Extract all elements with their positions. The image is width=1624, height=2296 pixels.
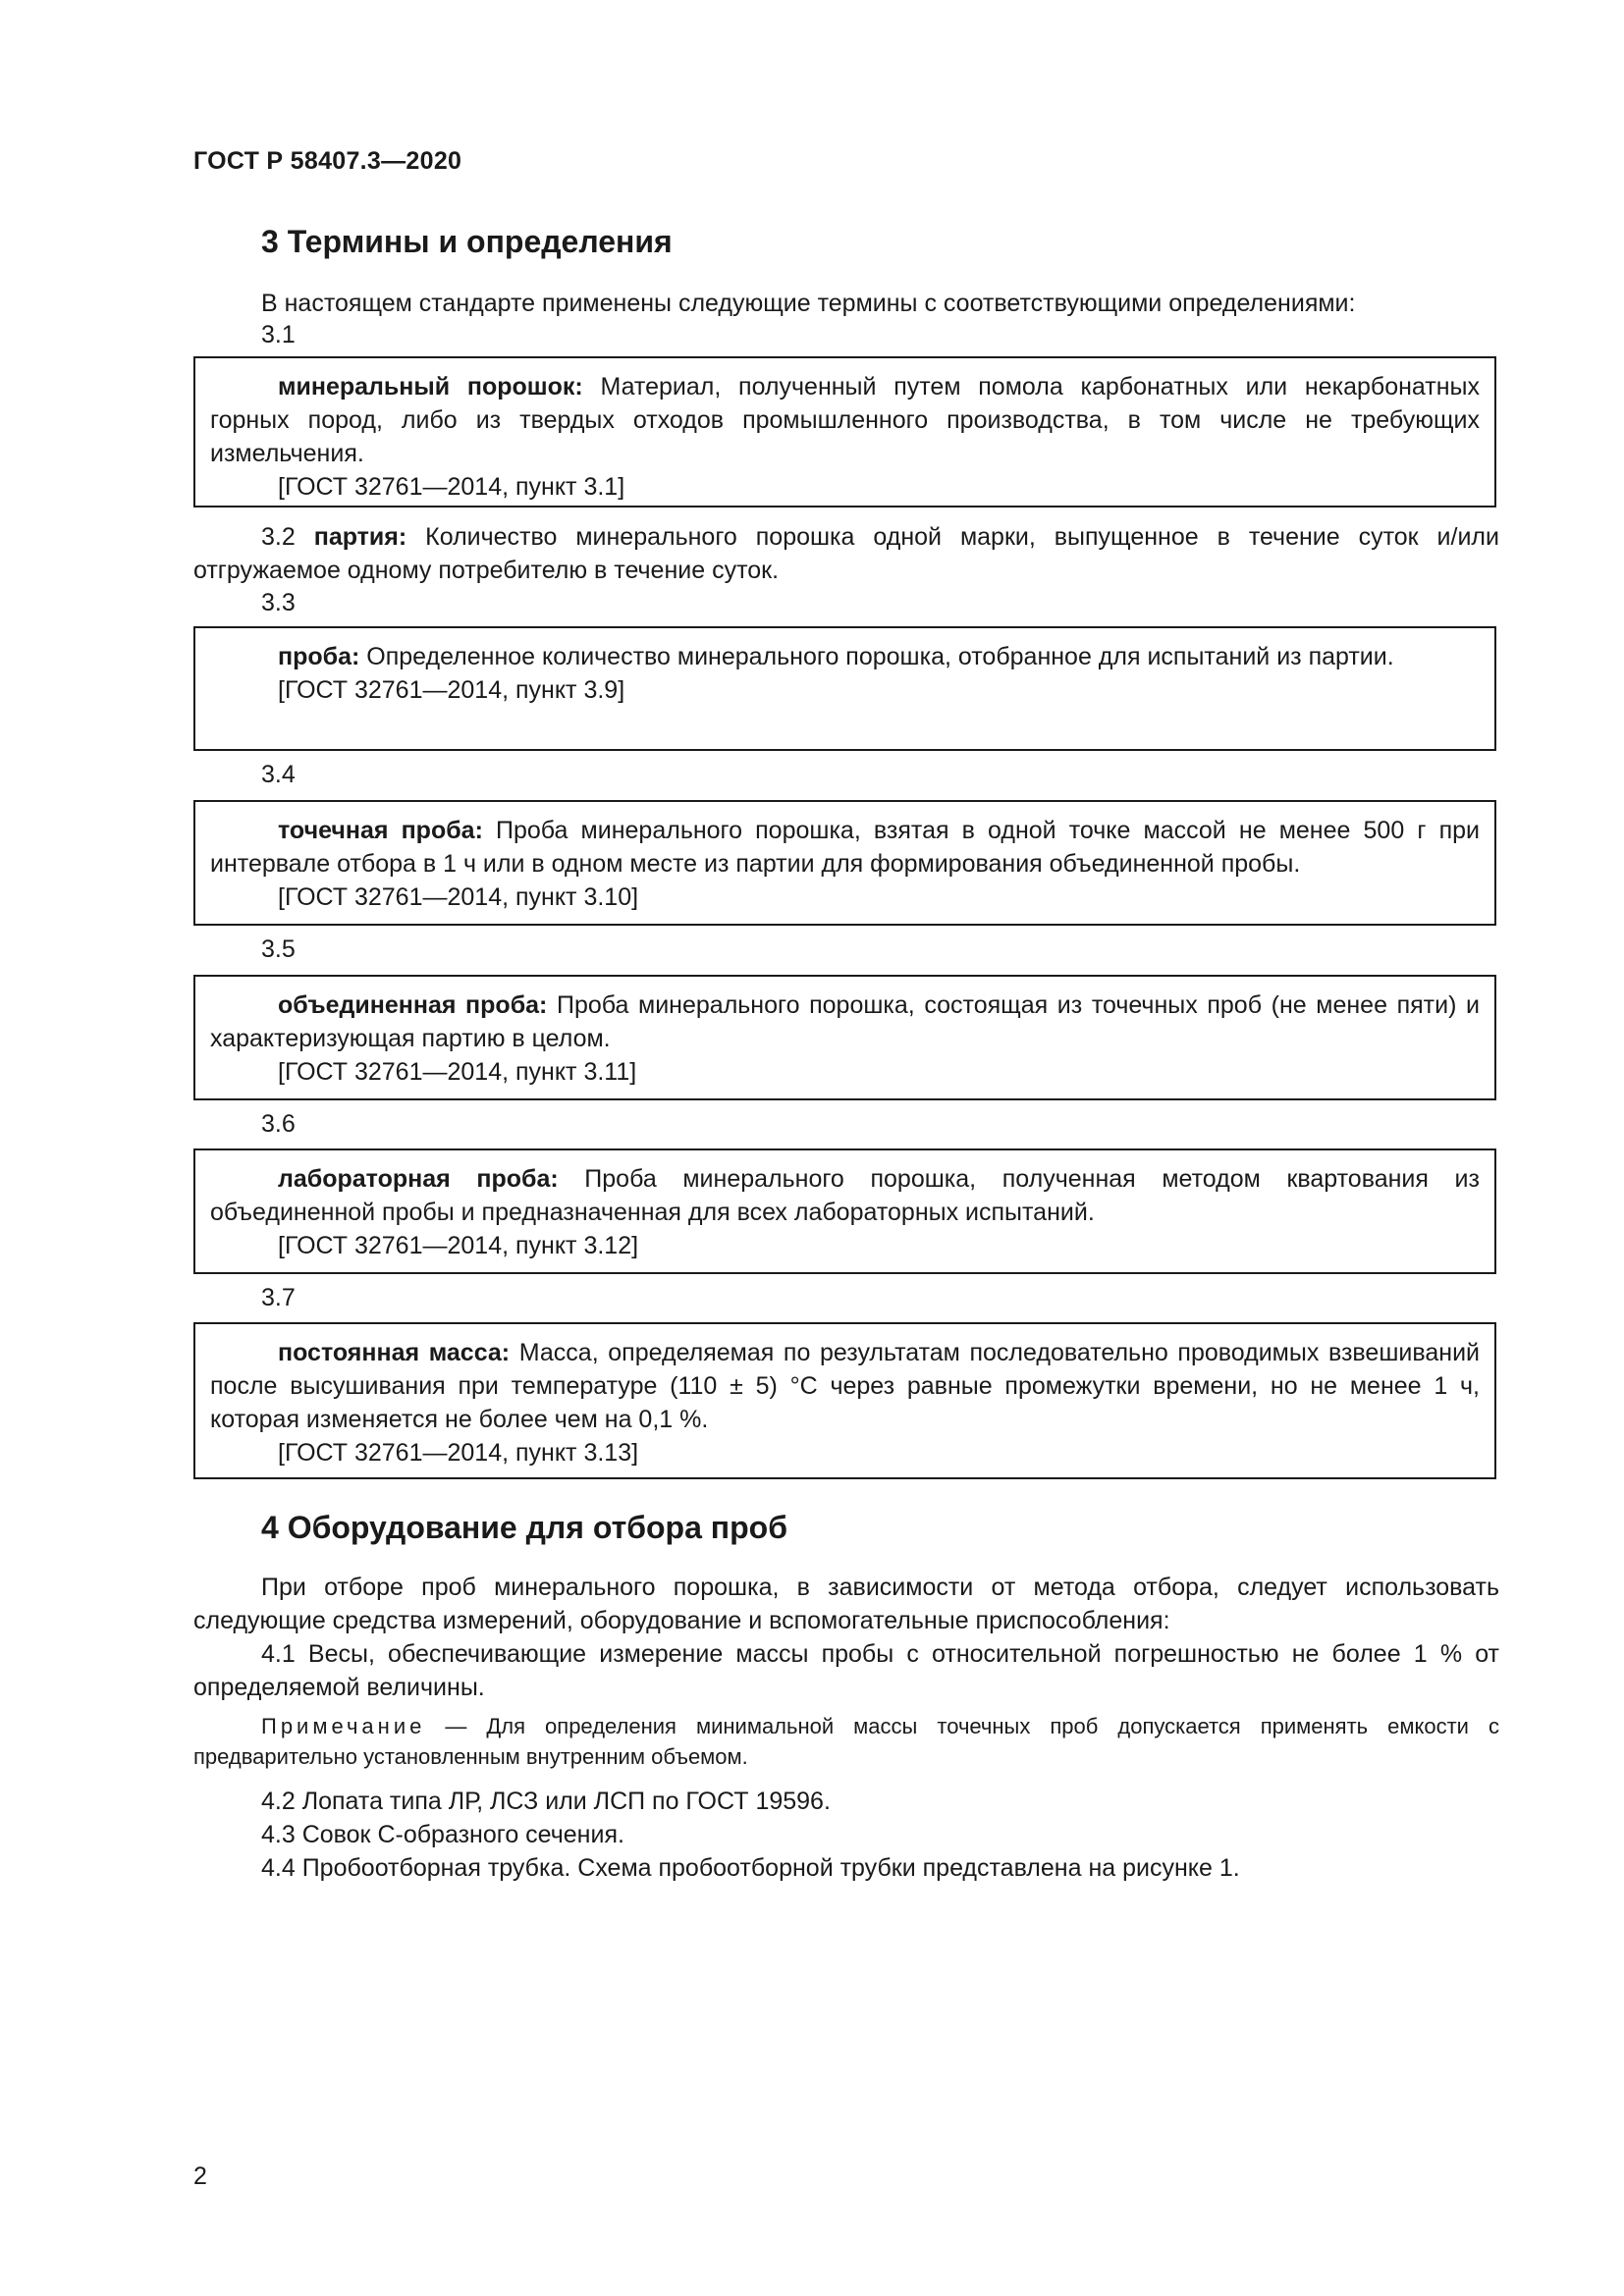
term-text: Проба минерального порошка, полученная методом квартования из объединенной пробы и предназначенная для всех лабораторных испытаний. xyxy=(210,1165,1480,1226)
section-4-title: 4 Оборудование для отбора проб xyxy=(261,1510,787,1545)
term-name: минеральный порошок: xyxy=(278,373,583,400)
note xyxy=(193,1711,1499,1772)
term-number: 3.2 xyxy=(261,523,296,551)
term-name: постоянная масса: xyxy=(278,1339,511,1366)
term-box-3-6 xyxy=(193,1148,1496,1274)
term-name: объединенная проба: xyxy=(278,991,548,1019)
term-source: [ГОСТ 32761—2014, пункт 3.9] xyxy=(278,676,625,704)
term-number: 3.3 xyxy=(261,589,296,616)
term-definition xyxy=(210,988,1480,1055)
term-number: 3.6 xyxy=(261,1110,296,1138)
document-code: ГОСТ Р 58407.3—2020 xyxy=(193,147,462,175)
term-definition xyxy=(210,640,1480,673)
note-label: Примечание xyxy=(261,1714,426,1738)
term-source: [ГОСТ 32761—2014, пункт 3.12] xyxy=(278,1232,639,1259)
term-text: Проба минерального порошка, состоящая из точечных проб (не менее пяти) и характеризующая партию в целом. xyxy=(210,991,1480,1052)
term-3-2 xyxy=(193,520,1499,587)
term-text: Материал, полученный путем помола карбонатных или некарбонатных горных пород, либо из твердых отходов промышленного производства, в том числе не требующих измельчения. xyxy=(210,373,1480,467)
term-box-3-1 xyxy=(193,356,1496,507)
term-definition xyxy=(210,1162,1480,1229)
term-text: Определенное количество минерального порошка, отобранное для испытаний из партии. xyxy=(359,643,1394,670)
term-name: проба: xyxy=(278,643,360,670)
item-4-4: 4.4 Пробоотборная трубка. Схема пробоотборной трубки представлена на рисунке 1. xyxy=(261,1854,1240,1882)
term-name: партия: xyxy=(313,523,407,551)
section-3-title: 3 Термины и определения xyxy=(261,224,673,259)
term-box-3-5 xyxy=(193,975,1496,1100)
section-3-intro: В настоящем стандарте применены следующие термины с соответствующими определениями: xyxy=(261,290,1356,317)
term-name: точечная проба: xyxy=(278,817,483,844)
term-definition xyxy=(210,814,1480,881)
term-source: [ГОСТ 32761—2014, пункт 3.1] xyxy=(278,473,625,501)
term-text: Проба минерального порошка, взятая в одной точке массой не менее 500 г при интервале отбора в 1 ч или в одном месте из партии для формирования объединенной пробы. xyxy=(210,817,1480,878)
item-4-3: 4.3 Совок С-образного сечения. xyxy=(261,1821,624,1848)
section-4-intro: При отборе проб минерального порошка, в зависимости от метода отбора, следует использовать следующие средства измерений, оборудование и вспомогательные приспособления: xyxy=(193,1574,1499,1634)
term-definition xyxy=(210,1336,1480,1436)
item-4-2: 4.2 Лопата типа ЛР, ЛСЗ или ЛСП по ГОСТ 19596. xyxy=(261,1788,831,1815)
term-number: 3.4 xyxy=(261,761,296,788)
term-number: 3.5 xyxy=(261,935,296,963)
term-number: 3.7 xyxy=(261,1284,296,1311)
note-text: — Для определения минимальной массы точечных проб допускается применять емкости с предварительно установленным внутренним объемом. xyxy=(193,1714,1499,1769)
term-name: лабораторная проба: xyxy=(278,1165,559,1193)
term-definition xyxy=(210,370,1480,470)
term-box-3-3 xyxy=(193,626,1496,751)
term-source: [ГОСТ 32761—2014, пункт 3.11] xyxy=(278,1058,637,1086)
term-number: 3.1 xyxy=(261,321,296,348)
term-source: [ГОСТ 32761—2014, пункт 3.13] xyxy=(278,1439,639,1467)
term-text: Количество минерального порошка одной марки, выпущенное в течение суток и/или отгружаемое одному потребителю в течение суток. xyxy=(193,523,1499,584)
term-box-3-4 xyxy=(193,800,1496,926)
term-box-3-7 xyxy=(193,1322,1496,1479)
page-number: 2 xyxy=(193,2163,207,2190)
item-4-1: 4.1 Весы, обеспечивающие измерение массы пробы с относительной погрешностью не более 1 % от определяемой величины. xyxy=(193,1640,1499,1701)
term-text: Масса, определяемая по результатам последовательно проводимых взвешиваний после высушивания при температуре (110 ± 5) °С через равные промежутки времени, но не менее 1 ч, которая изменяется не более чем на 0,1 %. xyxy=(210,1339,1481,1433)
term-source: [ГОСТ 32761—2014, пункт 3.10] xyxy=(278,883,639,911)
